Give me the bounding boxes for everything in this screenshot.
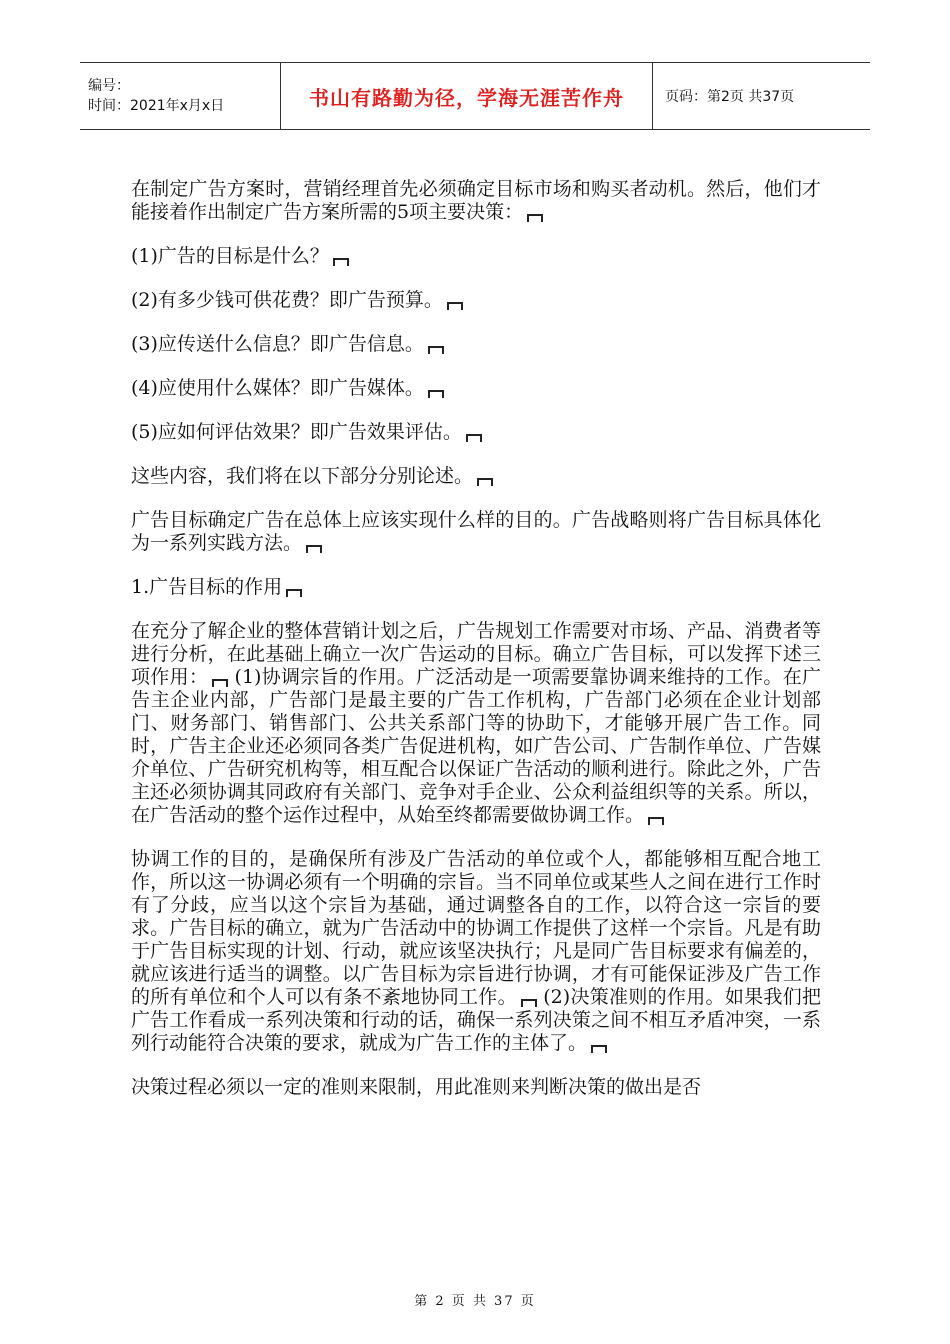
paragraph-mark-icon [286, 589, 302, 597]
paragraph-mark-icon [648, 817, 664, 825]
paragraph-mark-icon [306, 545, 322, 553]
page-footer: 第 2 页 共 37 页 [414, 1294, 536, 1309]
paragraph: (1)广告的目标是什么？ [131, 245, 821, 268]
number-label: 编号： [88, 78, 130, 94]
time-label: 时间：2021年x月x日 [88, 98, 225, 114]
section-heading: 1.广告目标的作用 [131, 576, 821, 599]
paragraph-mark-icon [333, 258, 349, 266]
header-motto [281, 63, 653, 129]
paragraph: 决策过程必须以一定的准则来限制，用此准则来判断决策的做出是否 [131, 1076, 702, 1098]
paragraph: (4)应使用什么媒体？即广告媒体。 [131, 377, 821, 400]
paragraph-mark-icon [428, 346, 444, 354]
paragraph: 在充分了解企业的整体营销计划之后，广告规划工作需要对市场、产品、消费者等进行分析，在此基础上确立一次广告运动的目标。确立广告目标，可以发挥下述三项作用： (1)协调宗旨的作用。广泛活动是一项需要靠协调来维持的工作。在广告主企业内部，广告部门是最主要的广告工作机构，广告部门必须在企业计划部门、财务部门、销售部门、公共关系部门等的协助下，才能够开展广告工作。同时，广告主企业还必须同各类广告促进机构，如广告公司、广告制作单位、广告媒介单位、广告研究机构等，相互配合以保证广告活动的顺利进行。除此之外，广告主还必须协调其同政府有关部门、竞争对手企业、公众利益组织等的关系。所以，在广告活动的整个运作过程中，从始至终都需要做协调工作。 [131, 620, 821, 826]
paragraph-mark-icon [521, 999, 537, 1007]
header-meta [80, 63, 281, 129]
motto-text: 书山有路勤为径，学海无涯苦作舟 [309, 85, 624, 110]
paragraph-mark-icon [428, 390, 444, 398]
paragraph-mark-icon [527, 214, 543, 222]
header-page-info [653, 63, 870, 129]
page-info-text: 页码：第2页 共37页 [665, 89, 795, 105]
page-header [80, 62, 870, 130]
paragraph-mark-icon [212, 679, 228, 687]
paragraph-mark-icon [466, 434, 482, 442]
paragraph: (5)应如何评估效果？即广告效果评估。 [131, 421, 821, 444]
paragraph-mark-icon [447, 302, 463, 310]
paragraph-mark-icon [591, 1045, 607, 1053]
document-body [131, 178, 821, 1120]
paragraph: (2)有多少钱可供花费？即广告预算。 [131, 289, 821, 312]
paragraph: 广告目标确定广告在总体上应该实现什么样的目的。广告战略则将广告目标具体化为一系列实践方法。 [131, 509, 821, 554]
paragraph: 在制定广告方案时，营销经理首先必须确定目标市场和购买者动机。然后，他们才能接着作出制定广告方案所需的5项主要决策： [131, 178, 821, 223]
paragraph: 协调工作的目的，是确保所有涉及广告活动的单位或个人，都能够相互配合地工作，所以这一协调必须有一个明确的宗旨。当不同单位或某些人之间在进行工作时有了分歧，应当以这个宗旨为基础，通过调整各自的工作，以符合这一宗旨的要求。广告目标的确立，就为广告活动中的协调工作提供了这样一个宗旨。凡是有助于广告目标实现的计划、行动，就应该坚决执行；凡是同广告目标要求有偏差的，就应该进行适当的调整。以广告目标为宗旨进行协调，才有可能保证涉及广告工作的所有单位和个人可以有条不紊地协同工作。 (2)决策准则的作用。如果我们把广告工作看成一系列决策和行动的话，确保一系列决策之间不相互矛盾冲突，一系列行动能符合决策的要求，就成为广告工作的主体了。 [131, 848, 821, 1054]
paragraph: (3)应传送什么信息？即广告信息。 [131, 333, 821, 356]
paragraph: 这些内容，我们将在以下部分分别论述。 [131, 465, 821, 488]
paragraph-mark-icon [477, 478, 493, 486]
